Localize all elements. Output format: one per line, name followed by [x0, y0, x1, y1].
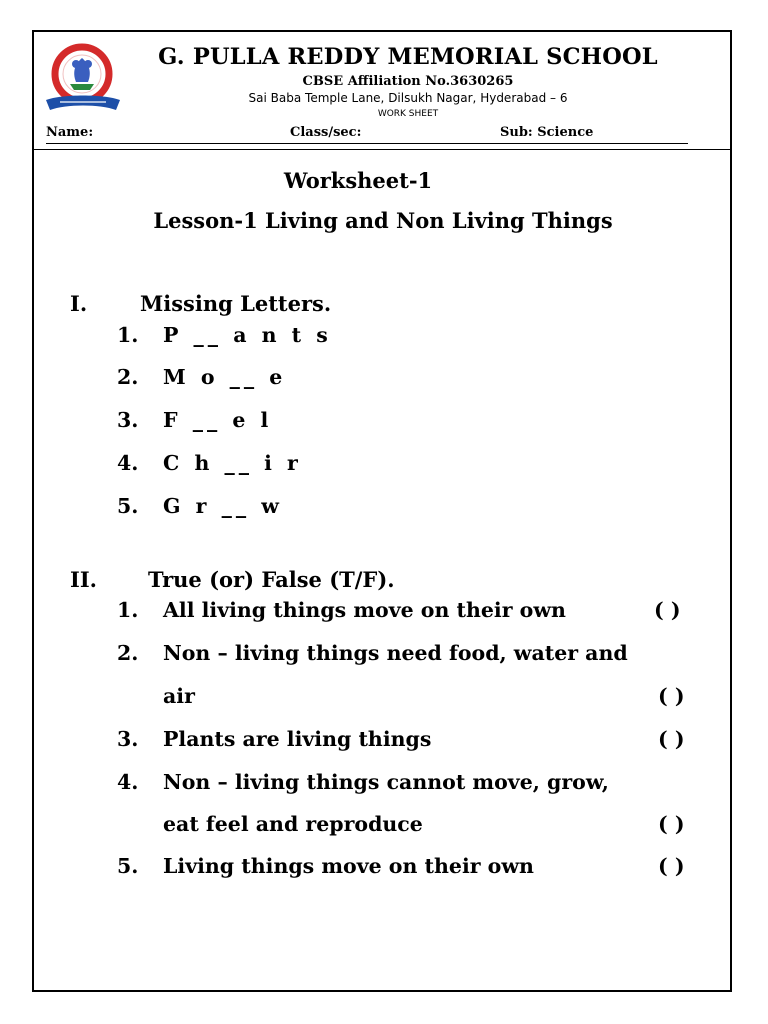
statement-continuation: eat feel and reproduce: [163, 812, 423, 836]
statement-text: Non – living things need food, water and: [163, 641, 628, 665]
document-type: WORK SHEET: [377, 109, 439, 119]
school-name: G. PULLA REDDY MEMORIAL SCHOOL: [158, 44, 658, 70]
statement-continuation: air: [163, 684, 195, 708]
name-label: Name:: [46, 125, 94, 140]
list-item-number: 2.: [117, 641, 139, 665]
lesson-title: Lesson-1 Living and Non Living Things: [153, 208, 613, 233]
class-label: Class/sec:: [290, 125, 362, 140]
header-divider: [33, 149, 731, 150]
student-info-line: [46, 125, 688, 144]
list-item-number: 4.: [117, 451, 139, 475]
list-item-number: 5.: [117, 854, 139, 878]
answer-blank: ( ): [654, 598, 681, 622]
missing-letter-word: P __ a n t s: [163, 323, 332, 347]
answer-blank: ( ): [658, 684, 685, 708]
list-item-number: 1.: [117, 323, 139, 347]
list-item-number: 3.: [117, 408, 139, 432]
statement-text: Living things move on their own: [163, 854, 534, 878]
missing-letter-word: C h __ i r: [163, 451, 302, 475]
list-item-number: 5.: [117, 494, 139, 518]
section-2-numeral: II.: [70, 567, 97, 592]
section-1-numeral: I.: [70, 291, 88, 316]
subject-label: Sub: Science: [500, 125, 594, 140]
missing-letter-word: F __ e l: [163, 408, 273, 432]
statement-text: Non – living things cannot move, grow,: [163, 770, 609, 794]
list-item-number: 4.: [117, 770, 139, 794]
worksheet-title: Worksheet-1: [283, 168, 433, 193]
statement-text: All living things move on their own: [163, 598, 566, 622]
list-item-number: 3.: [117, 727, 139, 751]
school-address: Sai Baba Temple Lane, Dilsukh Nagar, Hyderabad – 6: [248, 91, 568, 105]
answer-blank: ( ): [658, 727, 685, 751]
missing-letter-word: M o __ e: [163, 365, 287, 389]
list-item-number: 2.: [117, 365, 139, 389]
list-item-number: 1.: [117, 598, 139, 622]
affiliation-number: CBSE Affiliation No.3630265: [302, 74, 514, 89]
section-1-heading: Missing Letters.: [140, 291, 332, 316]
section-2-heading: True (or) False (T/F).: [148, 567, 395, 592]
answer-blank: ( ): [658, 854, 685, 878]
statement-text: Plants are living things: [163, 727, 432, 751]
school-crest-icon: [42, 42, 124, 116]
missing-letter-word: G r __ w: [163, 494, 283, 518]
answer-blank: ( ): [658, 812, 685, 836]
